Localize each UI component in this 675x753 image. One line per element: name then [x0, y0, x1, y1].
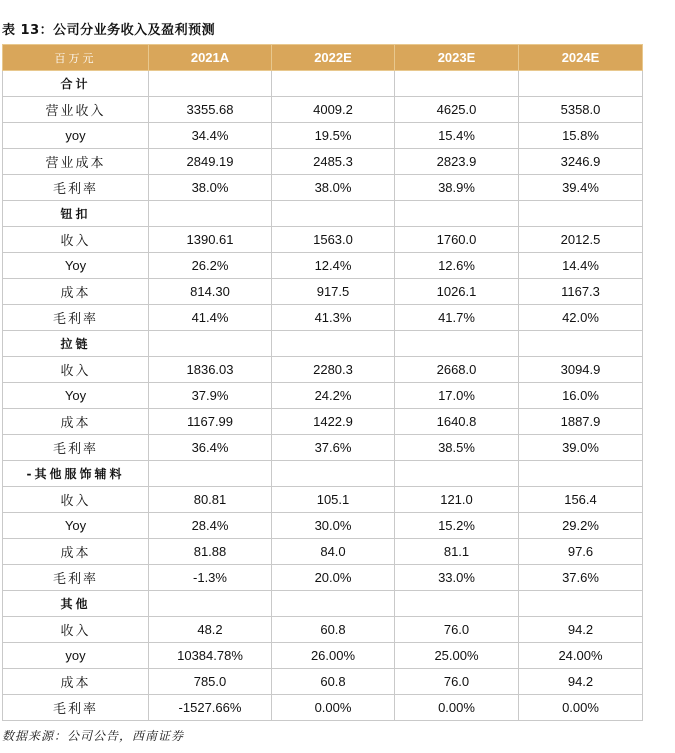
cell-2022e	[272, 331, 395, 357]
cell-2022e: 24.2%	[272, 383, 395, 409]
cell-2024e: 3246.9	[519, 149, 643, 175]
header-row	[3, 45, 643, 71]
cell-2022e: 1563.0	[272, 227, 395, 253]
cell-2022e: 0.00%	[272, 695, 395, 721]
cell-2023e: 17.0%	[395, 383, 519, 409]
section-row	[3, 331, 643, 357]
cell-2021a: 34.4%	[149, 123, 272, 149]
section-row	[3, 201, 643, 227]
cell-2023e: 25.00%	[395, 643, 519, 669]
row-label: Yoy	[3, 513, 149, 539]
cell-2024e	[519, 331, 643, 357]
table-row	[3, 175, 643, 201]
cell-2022e: 60.8	[272, 617, 395, 643]
cell-2022e: 2485.3	[272, 149, 395, 175]
cell-2023e: 1640.8	[395, 409, 519, 435]
cell-2024e: 16.0%	[519, 383, 643, 409]
table-row	[3, 357, 643, 383]
row-label: Yoy	[3, 253, 149, 279]
table-row	[3, 539, 643, 565]
cell-2023e	[395, 71, 519, 97]
row-label: 营业成本	[3, 149, 149, 175]
cell-2023e: 38.9%	[395, 175, 519, 201]
cell-2024e: 39.4%	[519, 175, 643, 201]
table-row	[3, 383, 643, 409]
row-label: 钮扣	[3, 201, 149, 227]
cell-2024e: 94.2	[519, 617, 643, 643]
row-label: 其他	[3, 591, 149, 617]
row-label: -其他服饰辅料	[3, 461, 149, 487]
cell-2021a: 28.4%	[149, 513, 272, 539]
row-label: 拉链	[3, 331, 149, 357]
table-row	[3, 227, 643, 253]
cell-2023e: 81.1	[395, 539, 519, 565]
section-row	[3, 461, 643, 487]
table-title: 表 13：公司分业务收入及盈利预测	[2, 23, 216, 38]
cell-2024e: 39.0%	[519, 435, 643, 461]
row-label: 毛利率	[3, 695, 149, 721]
table-row	[3, 513, 643, 539]
row-label: 收入	[3, 617, 149, 643]
cell-2024e: 5358.0	[519, 97, 643, 123]
cell-2024e	[519, 201, 643, 227]
cell-2022e: 917.5	[272, 279, 395, 305]
cell-2024e: 0.00%	[519, 695, 643, 721]
cell-2021a: -1527.66%	[149, 695, 272, 721]
cell-2021a: 81.88	[149, 539, 272, 565]
row-label: 成本	[3, 409, 149, 435]
cell-2023e: 76.0	[395, 617, 519, 643]
cell-2022e: 12.4%	[272, 253, 395, 279]
cell-2022e	[272, 201, 395, 227]
cell-2023e: 15.4%	[395, 123, 519, 149]
cell-2024e: 1167.3	[519, 279, 643, 305]
table-header	[3, 45, 643, 71]
row-label: 收入	[3, 487, 149, 513]
row-label: yoy	[3, 643, 149, 669]
cell-2022e: 19.5%	[272, 123, 395, 149]
cell-2023e: 1026.1	[395, 279, 519, 305]
row-label: 收入	[3, 357, 149, 383]
cell-2022e: 2280.3	[272, 357, 395, 383]
table-body	[3, 71, 643, 721]
table-row	[3, 565, 643, 591]
table-row	[3, 149, 643, 175]
cell-2023e: 41.7%	[395, 305, 519, 331]
cell-2023e: 76.0	[395, 669, 519, 695]
cell-2021a: 38.0%	[149, 175, 272, 201]
cell-2021a: 10384.78%	[149, 643, 272, 669]
cell-2024e: 15.8%	[519, 123, 643, 149]
cell-2022e: 4009.2	[272, 97, 395, 123]
cell-2023e: 15.2%	[395, 513, 519, 539]
cell-2021a	[149, 461, 272, 487]
cell-2023e	[395, 461, 519, 487]
cell-2024e: 1887.9	[519, 409, 643, 435]
row-label: 收入	[3, 227, 149, 253]
cell-2024e: 24.00%	[519, 643, 643, 669]
cell-2021a: 37.9%	[149, 383, 272, 409]
row-label: 毛利率	[3, 565, 149, 591]
cell-2021a: 1836.03	[149, 357, 272, 383]
cell-2023e: 121.0	[395, 487, 519, 513]
header-2024e: 2024E	[519, 45, 643, 71]
cell-2024e: 2012.5	[519, 227, 643, 253]
cell-2023e: 2668.0	[395, 357, 519, 383]
cell-2021a	[149, 201, 272, 227]
financial-forecast-table	[2, 44, 643, 721]
cell-2022e: 105.1	[272, 487, 395, 513]
cell-2023e	[395, 591, 519, 617]
row-label: 成本	[3, 539, 149, 565]
cell-2024e: 29.2%	[519, 513, 643, 539]
cell-2023e: 38.5%	[395, 435, 519, 461]
cell-2023e: 12.6%	[395, 253, 519, 279]
header-2023e: 2023E	[395, 45, 519, 71]
cell-2024e: 156.4	[519, 487, 643, 513]
header-unit: 百万元	[3, 45, 149, 71]
row-label: 成本	[3, 279, 149, 305]
cell-2021a	[149, 591, 272, 617]
cell-2021a: 2849.19	[149, 149, 272, 175]
cell-2024e	[519, 591, 643, 617]
table-row	[3, 695, 643, 721]
row-label: 毛利率	[3, 305, 149, 331]
cell-2023e: 1760.0	[395, 227, 519, 253]
table-row	[3, 643, 643, 669]
cell-2021a: 26.2%	[149, 253, 272, 279]
row-label: Yoy	[3, 383, 149, 409]
cell-2024e: 42.0%	[519, 305, 643, 331]
row-label: yoy	[3, 123, 149, 149]
cell-2021a: 80.81	[149, 487, 272, 513]
cell-2022e: 30.0%	[272, 513, 395, 539]
table-row	[3, 409, 643, 435]
cell-2021a	[149, 331, 272, 357]
source-note: 数据来源：公司公告，西南证券	[2, 729, 185, 743]
cell-2022e: 41.3%	[272, 305, 395, 331]
cell-2021a: 36.4%	[149, 435, 272, 461]
table-row	[3, 487, 643, 513]
section-row	[3, 71, 643, 97]
cell-2023e	[395, 331, 519, 357]
row-label: 毛利率	[3, 435, 149, 461]
cell-2021a: 41.4%	[149, 305, 272, 331]
cell-2024e: 97.6	[519, 539, 643, 565]
cell-2022e: 1422.9	[272, 409, 395, 435]
cell-2022e	[272, 461, 395, 487]
cell-2021a: 3355.68	[149, 97, 272, 123]
cell-2022e	[272, 71, 395, 97]
cell-2021a: 48.2	[149, 617, 272, 643]
cell-2021a: 814.30	[149, 279, 272, 305]
cell-2021a	[149, 71, 272, 97]
cell-2023e: 2823.9	[395, 149, 519, 175]
table-row	[3, 435, 643, 461]
table-row	[3, 279, 643, 305]
header-2022e: 2022E	[272, 45, 395, 71]
header-2021a: 2021A	[149, 45, 272, 71]
row-label: 合计	[3, 71, 149, 97]
cell-2021a: 785.0	[149, 669, 272, 695]
section-row	[3, 591, 643, 617]
table-row	[3, 253, 643, 279]
cell-2024e: 37.6%	[519, 565, 643, 591]
row-label: 成本	[3, 669, 149, 695]
cell-2024e	[519, 461, 643, 487]
table-row	[3, 305, 643, 331]
cell-2023e: 33.0%	[395, 565, 519, 591]
cell-2024e: 3094.9	[519, 357, 643, 383]
cell-2022e	[272, 591, 395, 617]
cell-2024e: 14.4%	[519, 253, 643, 279]
cell-2024e	[519, 71, 643, 97]
cell-2024e: 94.2	[519, 669, 643, 695]
cell-2022e: 26.00%	[272, 643, 395, 669]
cell-2022e: 20.0%	[272, 565, 395, 591]
row-label: 营业收入	[3, 97, 149, 123]
cell-2023e: 4625.0	[395, 97, 519, 123]
cell-2021a: 1167.99	[149, 409, 272, 435]
cell-2023e	[395, 201, 519, 227]
cell-2023e: 0.00%	[395, 695, 519, 721]
cell-2022e: 60.8	[272, 669, 395, 695]
table-row	[3, 617, 643, 643]
table-row	[3, 669, 643, 695]
cell-2021a: 1390.61	[149, 227, 272, 253]
row-label: 毛利率	[3, 175, 149, 201]
cell-2022e: 37.6%	[272, 435, 395, 461]
table-row	[3, 123, 643, 149]
table-row	[3, 97, 643, 123]
cell-2021a: -1.3%	[149, 565, 272, 591]
cell-2022e: 38.0%	[272, 175, 395, 201]
cell-2022e: 84.0	[272, 539, 395, 565]
